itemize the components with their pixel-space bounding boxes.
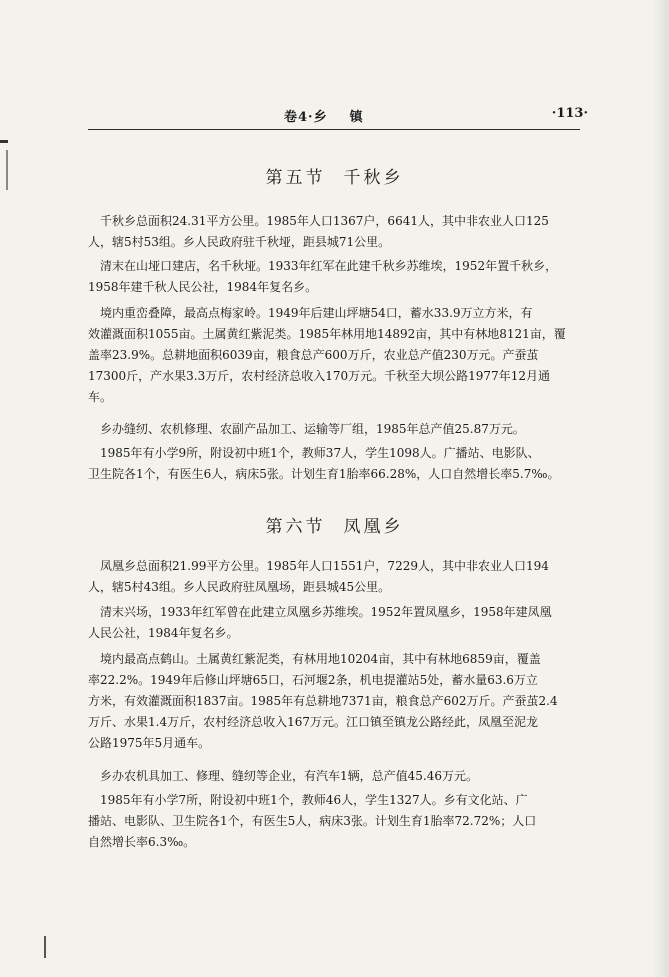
text-line: 境内最高点鹤山。土属黄红紫泥类，有林用地10204亩，其中有林地6859亩，覆盖: [100, 652, 541, 666]
text-line: 车。: [88, 390, 113, 404]
text-line: 清末兴场，1933年红军曾在此建立凤凰乡苏维埃。1952年置凤凰乡，1958年建凤凰: [100, 605, 552, 619]
paragraph: [88, 303, 570, 408]
section-title-5: [0, 163, 669, 188]
chapter-heading: [284, 106, 364, 125]
header-rule: [88, 129, 580, 130]
text-line: 乡办缝纫、农机修理、农副产品加工、运输等厂组，1985年总产值25.87万元。: [100, 422, 525, 436]
text-line: 公路1975年5月通车。: [88, 736, 211, 750]
paragraph: [88, 443, 570, 485]
section-number: 第五节: [265, 168, 326, 188]
text-line: 凤凰乡总面积21.99平方公里。1985年人口1551户，7229人，其中非农业人口194: [100, 559, 549, 573]
page-edge-shadow: [653, 0, 669, 977]
text-line: 率22.2%。1949年后修山坪塘65口，石河堰2条，机电提灌站5处，蓄水量63.6万立: [88, 673, 538, 687]
text-line: 人，辖5村53组。乡人民政府驻千秋垭，距县城71公里。: [88, 235, 391, 249]
text-line: 千秋乡总面积24.31平方公里。1985年人口1367户，6641人，其中非农业人口125: [100, 214, 549, 228]
text-line: 万斤、水果1.4万斤，农村经济总收入167万元。江口镇至镇龙公路经此，凤凰至泥龙: [88, 715, 538, 729]
text-line: 境内重峦叠障，最高点梅家岭。1949年后建山坪塘54口，蓄水33.9万立方米，有: [100, 306, 533, 320]
section-number: 第六节: [265, 517, 326, 537]
text-line: 1985年有小学7所，附设初中班1个，教师46人，学生1327人。乡有文化站、广: [100, 793, 528, 807]
text-line: 自然增长率6.3‰。: [88, 835, 196, 849]
text-line: 播站、电影队、卫生院各1个，有医生5人，病床3张。计划生育1胎率72.72%；人口: [88, 814, 537, 828]
text-line: 方米，有效灌溉面积1837亩。1985年有总耕地7371亩，粮食总产602万斤。产蚕茧2.4: [88, 694, 558, 708]
paragraph: [88, 602, 570, 644]
text-line: 盖率23.9%。总耕地面积6039亩，粮食总产600万斤，农业总产值230万元。产蚕茧: [88, 348, 539, 362]
section-name: 凤凰乡: [343, 517, 404, 537]
text-line: 人，辖5村43组。乡人民政府驻凤凰场，距县城45公里。: [88, 580, 391, 594]
text-line: 17300斤，产水果3.3万斤，农村经济总收入170万元。千秋至大坝公路1977年12月通: [88, 369, 550, 383]
section-title-6: [0, 512, 669, 537]
text-line: 乡办农机具加工、修理、缝纫等企业，有汽车1辆，总产值45.46万元。: [100, 769, 478, 783]
running-header: [88, 106, 588, 126]
paragraph: [88, 211, 570, 253]
chapter-label-tail: 镇: [349, 110, 364, 125]
paragraph: [88, 556, 570, 598]
section-name: 千秋乡: [343, 168, 404, 188]
page-number: ·113·: [551, 106, 588, 121]
text-line: 1958年建千秋人民公社，1984年复名乡。: [88, 280, 318, 294]
text-line: 效灌溉面积1055亩。土属黄红紫泥类。1985年林用地14892亩，其中有林地8121亩，覆: [88, 327, 566, 341]
scan-mark: [44, 936, 46, 958]
paragraph: [100, 419, 570, 440]
text-line: 人民公社，1984年复名乡。: [88, 626, 239, 640]
text-line: 1985年有小学9所，附设初中班1个，教师37人，学生1098人。广播站、电影队、: [100, 446, 540, 460]
text-line: 清末在山垭口建店，名千秋垭。1933年红军在此建千秋乡苏维埃，1952年置千秋乡，: [100, 259, 558, 273]
paragraph: [100, 766, 570, 787]
paragraph: [88, 256, 570, 298]
scan-mark: [0, 140, 8, 143]
chapter-label: 卷4·乡: [284, 110, 328, 125]
paragraph: [88, 649, 570, 754]
text-line: 卫生院各1个，有医生6人，病床5张。计划生育1胎率66.28%，人口自然增长率5.7‰。: [88, 467, 560, 481]
scan-mark: [6, 150, 8, 190]
paragraph: [88, 790, 570, 853]
